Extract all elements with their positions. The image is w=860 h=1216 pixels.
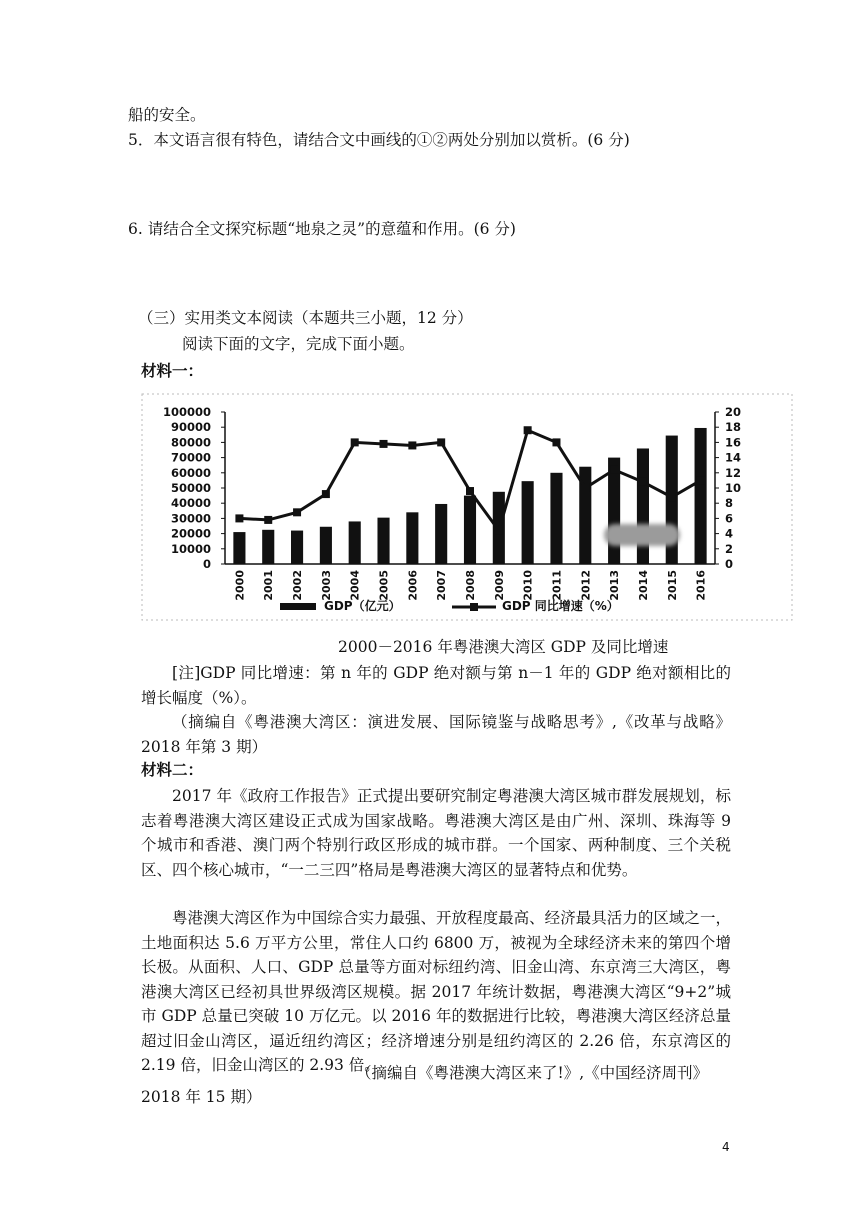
growth-point [293, 508, 301, 516]
gdp-bar [695, 428, 707, 564]
x-tick-label: 2003 [319, 570, 333, 601]
gdp-bar [377, 518, 389, 564]
x-tick-label: 2016 [694, 570, 708, 601]
growth-point [610, 466, 618, 474]
y-left-tick-label: 70000 [170, 450, 211, 465]
page-number: 4 [722, 1140, 730, 1154]
y-right-tick-label: 10 [725, 481, 742, 495]
growth-point [581, 484, 589, 492]
material1-note: [注]GDP 同比增速：第 n 年的 GDP 绝对额与第 n－1 年的 GDP 绝对额相比的增长幅度（%）。 [141, 664, 731, 707]
legend-gdp-label: GDP（亿元） [324, 599, 401, 613]
growth-point [408, 441, 416, 449]
gdp-bar [522, 481, 534, 564]
growth-point [524, 426, 532, 434]
text-fragment: 船的安全。 [128, 106, 206, 124]
material2-source-line1: （摘编自《粤港澳大湾区来了!》,《中国经济周刊》 [356, 1064, 709, 1082]
material1-label: 材料一： [141, 361, 204, 380]
question-5: 5．本文语言很有特色，请结合文中画线的①②两处分别加以赏析。(6 分) [128, 131, 630, 149]
material2-paragraph-2: 粤港澳大湾区作为中国综合实力最强、开放程度最高、经济最具活力的区域之一，土地面积达 5.6 万平方公里，常住人口约 6800 万，被视为全球经济未来的第四个增长极。从面积、人口、GDP 总量等方面对标纽约湾、旧金山湾、东京湾三大湾区，粤港澳大湾区已经初具世界级湾区规模。据 2017 年统计数据，粤港澳大湾区“9+2”城市 GDP 总量已突破 10 万亿元。以 2016 年的数据进行比较，粤港澳大湾区经济总量超过旧金山湾区，逼近纽约湾区；经济增速分别是纽约湾区的 2.26 倍，东京湾区的 2.19 倍，旧金山湾区的 2.93 倍。 [141, 909, 731, 1074]
chart-caption: 2000－2016 年粤港澳大湾区 GDP 及同比增速 [338, 638, 669, 656]
growth-point [322, 490, 330, 498]
x-tick-label: 2007 [435, 570, 449, 601]
x-tick-label: 2008 [464, 570, 477, 601]
y-right-tick-label: 6 [725, 511, 734, 526]
y-left-tick-label: 20000 [170, 526, 211, 541]
growth-point [639, 478, 647, 486]
gdp-bar [464, 496, 476, 564]
material2-paragraph-1: 2017 年《政府工作报告》正式提出要研究制定粤港澳大湾区城市群发展规划，标志着粤港澳大湾区建设正式成为国家战略。粤港澳大湾区是由广州、深圳、珠海等 9 个城市和香港、澳门两个特别行政区形成的城市群。一个国家、两种制度、三个关税区、四个核心城市，“一二三四”格局是粤港澳大湾区的显著特点和优势。 [141, 787, 731, 879]
question-6: 6. 请结合全文探究标题“地泉之灵”的意蕴和作用。(6 分) [128, 220, 516, 238]
section-heading: （三）实用类文本阅读（本题共三小题，12 分） [138, 309, 473, 327]
material2-label: 材料二： [141, 760, 204, 779]
growth-point [437, 438, 445, 446]
y-right-tick-label: 0 [725, 557, 734, 571]
x-tick-label: 2006 [406, 570, 420, 601]
y-right-tick-label: 8 [725, 496, 734, 511]
y-left-tick-label: 10000 [170, 541, 211, 556]
growth-point [466, 487, 474, 495]
y-left-tick-label: 0 [202, 557, 211, 571]
y-right-tick-label: 16 [725, 435, 742, 450]
material2-source-line2: 2018 年 15 期） [141, 1088, 262, 1106]
y-right-tick-label: 4 [725, 526, 734, 541]
x-tick-label: 2005 [377, 570, 391, 601]
x-tick-label: 2009 [492, 570, 506, 601]
x-tick-label: 2011 [550, 570, 564, 601]
growth-point [552, 438, 560, 446]
y-right-tick-label: 14 [725, 450, 742, 465]
gdp-bar [320, 527, 332, 564]
x-tick-label: 2012 [579, 570, 593, 601]
y-right-tick-label: 20 [725, 405, 742, 419]
growth-point [351, 438, 359, 446]
growth-point [495, 527, 503, 535]
gdp-bar [435, 504, 447, 564]
x-tick-label: 2002 [291, 570, 305, 601]
y-left-tick-label: 50000 [170, 481, 211, 495]
y-right-tick-label: 12 [725, 465, 742, 480]
blurred-watermark [604, 524, 680, 546]
growth-point [697, 476, 705, 484]
x-tick-label: 2014 [636, 570, 650, 601]
x-tick-label: 2015 [665, 570, 679, 601]
legend-bar-swatch [280, 603, 316, 610]
legend-growth-label: GDP 同比增速（%） [502, 599, 619, 613]
legend-line-marker [470, 603, 478, 611]
gdp-bar [291, 531, 303, 564]
gdp-chart [140, 392, 795, 624]
gdp-bar [349, 521, 361, 564]
y-right-tick-label: 18 [725, 420, 742, 435]
gdp-bar [262, 530, 274, 564]
y-left-tick-label: 90000 [170, 420, 211, 435]
gdp-bar [637, 448, 649, 564]
y-left-tick-label: 40000 [170, 496, 211, 511]
y-left-tick-label: 100000 [162, 405, 211, 419]
y-left-tick-label: 60000 [170, 465, 211, 480]
growth-point [235, 514, 243, 522]
gdp-bar [406, 512, 418, 564]
growth-point [380, 440, 388, 448]
growth-point [668, 493, 676, 501]
x-tick-label: 2004 [348, 570, 362, 601]
growth-point [264, 516, 272, 524]
y-left-tick-label: 30000 [170, 511, 211, 526]
gdp-bar [550, 473, 562, 564]
y-left-tick-label: 80000 [170, 435, 211, 450]
x-tick-label: 2000 [233, 570, 247, 601]
gdp-bar [233, 532, 245, 564]
material1-source: （摘编自《粤港澳大湾区：演进发展、国际镜鉴与战略思考》,《改革与战略》2018 年第 3 期） [141, 713, 731, 756]
y-right-tick-label: 2 [725, 541, 734, 556]
x-tick-label: 2013 [608, 570, 622, 601]
section-instruction: 阅读下面的文字，完成下面小题。 [182, 335, 415, 353]
x-tick-label: 2001 [262, 570, 276, 601]
x-tick-label: 2010 [521, 570, 535, 601]
